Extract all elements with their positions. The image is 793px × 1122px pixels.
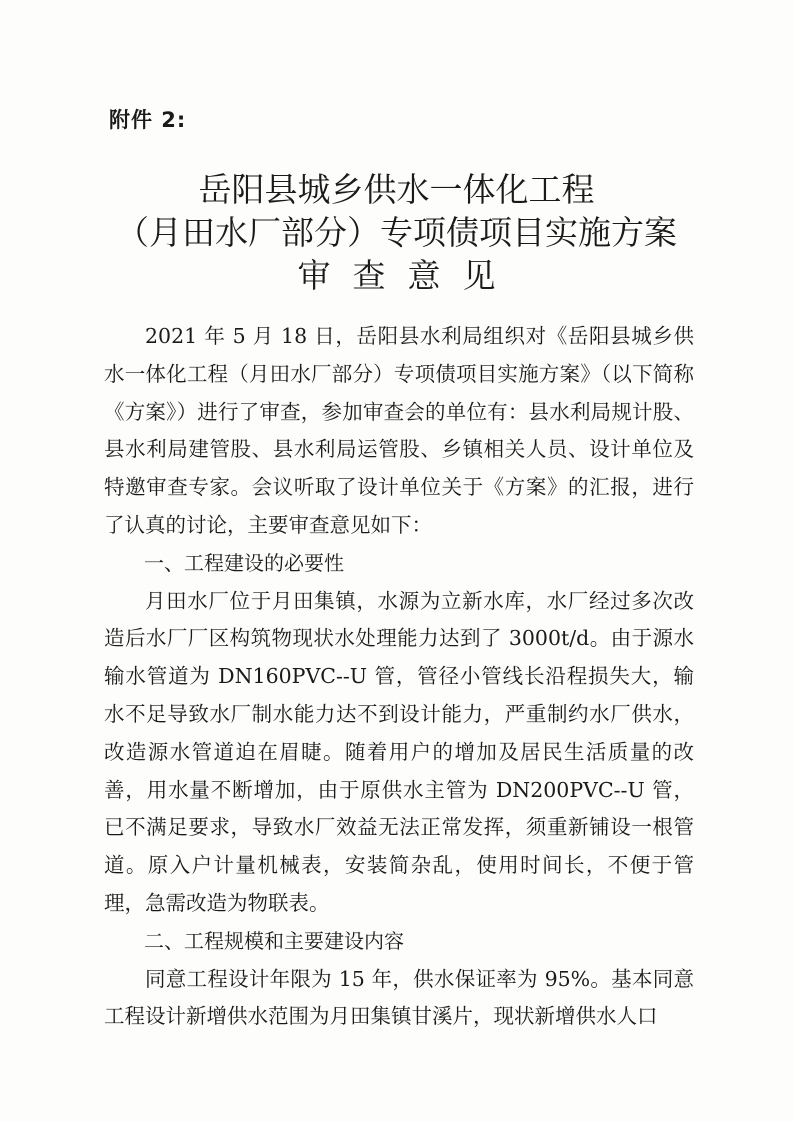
- document-body: [104, 318, 694, 1036]
- intro-paragraph: 2021 年 5 月 18 日，岳阳县水利局组织对《岳阳县城乡供水一体化工程（月田水厂部分）专项债项目实施方案》（以下简称《方案》）进行了审查，参加审查会的单位有：县水利局规计股、县水利局建管股、县水利局运管股、乡镇相关人员、设计单位及特邀审查专家。会议听取了设计单位关于《方案》的汇报，进行了认真的讨论，主要审查意见如下：: [104, 324, 694, 537]
- scale-paragraph: 同意工程设计年限为 15 年，供水保证率为 95%。基本同意工程设计新增供水范围为月田集镇甘溪片，现状新增供水人口: [104, 966, 694, 1029]
- necessity-paragraph: 月田水厂位于月田集镇，水源为立新水库，水厂经过多次改造后水厂厂区构筑物现状水处理能力达到了 3000t/d。由于源水输水管道为 DN160PVC--U 管，管径小管线长沿程损失大，输水不足导致水厂制水能力达不到设计能力，严重制约水厂供水，改造源水管道迫在眉睫。随着用户的增加及居民生活质量的改善，用水量不断增加，由于原供水主管为 DN200PVC--U 管，已不满足要求，导致水厂效益无法正常发挥，须重新铺设一根管道。原入户计量机械表，安装简杂乱，使用时间长，不便于管理，急需改造为物联表。: [104, 588, 694, 915]
- title-line-1: 岳阳县城乡供水一体化工程: [198, 170, 595, 209]
- attachment-label: 附件 2:: [109, 108, 187, 132]
- section-heading-scale: 二、工程规模和主要建设内容: [144, 928, 404, 953]
- title-line-3: 审查意见: [297, 256, 518, 295]
- title-line-2: （月田水厂部分）专项债项目实施方案: [116, 213, 677, 252]
- document-title: [0, 168, 793, 297]
- section-heading-necessity: 一、工程建设的必要性: [144, 550, 344, 575]
